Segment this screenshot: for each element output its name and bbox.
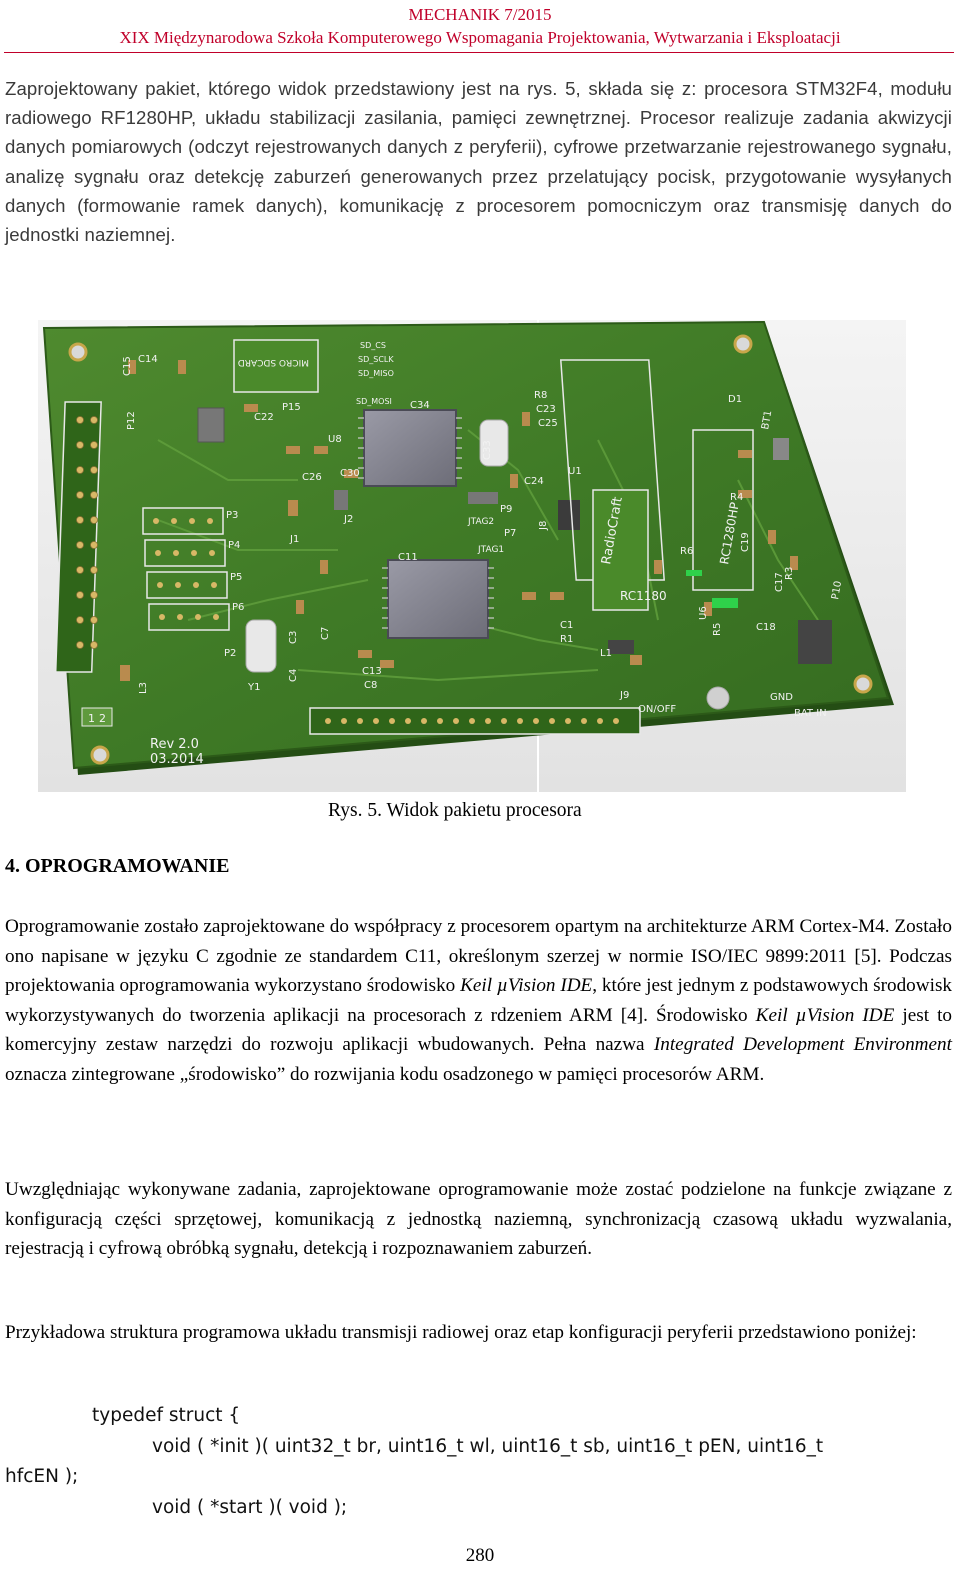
pcb-radio-part: RC1280HP [717, 501, 742, 566]
pcb-p9: P9 [500, 504, 513, 515]
pcb-c14: C14 [138, 354, 158, 365]
ide-name-1: Keil µVision IDE [460, 975, 593, 996]
pcb-r6: R6 [680, 546, 694, 557]
pcb-c19: C19 [740, 532, 751, 552]
pcb-y1: Y1 [248, 682, 261, 693]
pcb-u6: U6 [698, 606, 709, 620]
software-text-1: Oprogramowanie zostało zaprojektowane do współpracy z procesorem opartym na architekturze ARM Cortex-M4. Zostało ono napisane w języku C zgodnie ze standardem C11, określonym szerzej w normie ISO/IEC 9899:2011 [5]. Podczas projektowania oprogramowania wykorzystano środowisko [5, 916, 952, 996]
pcb-r5: R5 [712, 622, 723, 636]
code-line-1: typedef struct { [92, 1405, 241, 1426]
pcb-p2: P2 [224, 648, 237, 659]
pcb-rev: Rev 2.0 [150, 737, 199, 752]
pcb-c7: C7 [320, 626, 331, 640]
software-text-4: oznacza zintegrowane „środowisko” do rozwijania kodu osadzonego w pamięci procesorów ARM. [5, 1063, 765, 1085]
pcb-jtag1: JTAG1 [478, 545, 505, 555]
code-line-4: void ( *start )( void ); [152, 1497, 348, 1518]
software-paragraph [5, 912, 952, 1089]
pcb-c3: C3 [288, 630, 299, 644]
pcb-j9: J9 [620, 690, 630, 701]
journal-title: MECHANIK 7/2015 [408, 5, 552, 24]
pcb-u8: U8 [328, 434, 342, 445]
page-number: 280 [465, 1545, 495, 1566]
pcb-r3: R3 [784, 566, 795, 580]
pcb-c17: C17 [774, 572, 785, 592]
software-text-3: jest to komercyjny zestaw narzędzi do rozwoju aplikacji wbudowanych. Pełna nazwa [5, 1004, 952, 1055]
pcb-p3: P3 [226, 510, 239, 521]
pcb-module-name: RadioCraft [599, 495, 626, 566]
pcb-c18: C18 [756, 622, 776, 633]
pcb-j2: J2 [344, 514, 354, 525]
pcb-r4: R4 [730, 492, 744, 503]
pcb-c22: C22 [254, 412, 274, 423]
pcb-p15: P15 [282, 402, 301, 413]
pcb-c30: C30 [340, 468, 360, 479]
software-text-2: , które jest jednym z podstawowych środowisk wykorzystywanych do tworzenia aplikacji na procesorach z rdzeniem ARM [4]. Środowisko [5, 975, 953, 1026]
pcb-sd-sclk: SD_SCLK [358, 355, 394, 364]
pcb-module-part: RC1180 [620, 589, 667, 603]
pcb-on-off: ON/OFF [638, 704, 677, 715]
pcb-p5: P5 [230, 572, 243, 583]
pcb-p4: P4 [228, 540, 241, 551]
header-rule [4, 52, 954, 53]
section-title: OPROGRAMOWANIE [25, 855, 230, 877]
pcb-d1: D1 [728, 394, 743, 405]
pcb-gnd: GND [770, 692, 793, 703]
pcb-sd-mosi: SD_MOSI [356, 397, 392, 406]
pcb-r8: R8 [534, 390, 548, 401]
pcb-r1: R1 [560, 634, 574, 645]
code-line-3: hfcEN ); [5, 1466, 79, 1487]
pcb-p6: P6 [232, 602, 245, 613]
pcb-c25: C25 [538, 418, 558, 429]
pcb-jtag2: JTAG2 [468, 517, 495, 527]
pcb-p12: P12 [126, 411, 137, 430]
pcb-l1: L1 [600, 648, 612, 659]
pcb-date: 03.2014 [150, 752, 204, 767]
pcb-sd-miso: SD_MISO [358, 369, 394, 378]
pcb-count-1: 1 [88, 712, 95, 725]
pcb-p10: P10 [830, 580, 845, 601]
pcb-bt1: BT1 [760, 409, 775, 431]
figure-caption: Rys. 5. Widok pakietu procesora [328, 800, 582, 821]
intro-paragraph: Zaprojektowany pakiet, którego widok przedstawiony jest na rys. 5, składa się z: procesora STM32F4, modułu radiowego RF1280HP, układu stabilizacji zasilania, pamięci zewnętrznej. Procesor realizuje zadania akwizycji danych pomiarowych (odczyt rejestrowanych danych z peryferii), cyfrowe przetwarzanie rejestrowanego sygnału, analizę sygnału oraz detekcję zaburzeń generowanych przez przelatujący pocisk, przygotowanie wysyłanych danych (formowanie ramek danych), komunikację z procesorem pomocniczym oraz transmisję danych do jednostki naziemnej. [5, 78, 952, 246]
pcb-render [38, 320, 906, 792]
pcb-figure [38, 320, 906, 792]
pcb-c1: C1 [560, 620, 574, 631]
pcb-c8: C8 [364, 680, 378, 691]
pcb-c11: C11 [398, 552, 418, 563]
pcb-u1: U1 [568, 466, 582, 477]
pcb-c33: C33 [482, 440, 493, 460]
pcb-c15: C15 [122, 356, 133, 376]
pcb-c23: C23 [536, 404, 556, 415]
conference-title: XIX Międzynarodowa Szkoła Komputerowego Wspomagania Projektowania, Wytwarzania i Eksploatacji [119, 28, 841, 47]
pcb-bat-in: BAT IN [794, 708, 827, 719]
ide-name-2: Keil µVision IDE [755, 1004, 895, 1026]
pcb-c4: C4 [288, 668, 299, 682]
pcb-sd-cs: SD_CS [360, 341, 386, 350]
ide-full-name: Integrated Development Environment [653, 1034, 952, 1055]
functions-paragraph: Uwzględniając wykonywane zadania, zaprojektowane oprogramowanie może zostać podzielone na funkcje związane z konfiguracją części sprzętowej, komunikacją z jednostką naziemną, synchronizacją czasową układu wyzwalania, rejestracją i cyfrową obróbką sygnału, detekcją i rozpoznawaniem zaburzeń. [5, 1179, 952, 1259]
pcb-count-2: 2 [99, 712, 106, 725]
pcb-c13: C13 [362, 666, 382, 677]
pcb-l3: L3 [138, 682, 149, 694]
pcb-j8: J8 [538, 520, 549, 530]
pcb-p7: P7 [504, 528, 517, 539]
pcb-c24: C24 [524, 476, 544, 487]
pcb-c26: C26 [302, 472, 322, 483]
code-line-2: void ( *init )( uint32_t br, uint16_t wl, uint16_t sb, uint16_t pEN, uint16_t [152, 1436, 824, 1457]
pcb-sd-label: MICRO SDCARD [237, 357, 309, 367]
section-heading [5, 855, 229, 878]
pcb-c34: C34 [410, 400, 430, 411]
section-number: 4. [5, 855, 20, 877]
example-paragraph: Przykładowa struktura programowa układu transmisji radiowej oraz etap konfiguracji peryferii przedstawiono poniżej: [5, 1322, 917, 1343]
pcb-j1: J1 [290, 534, 300, 545]
